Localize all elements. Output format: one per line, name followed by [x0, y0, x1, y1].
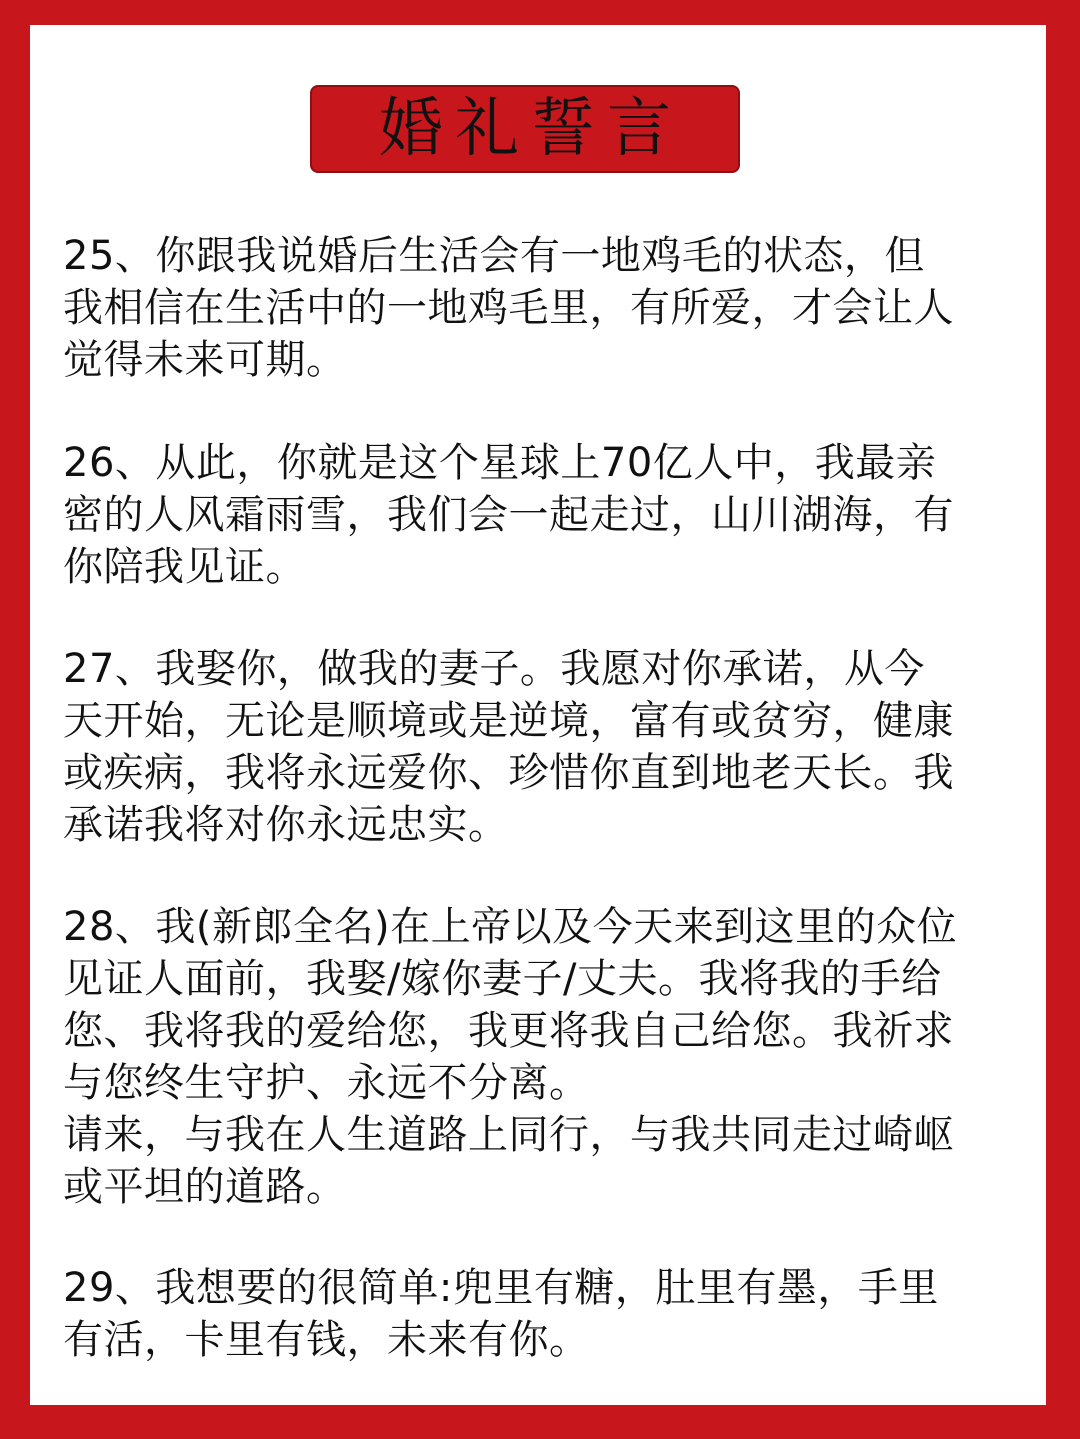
vow-line: 26、从此，你就是这个星球上70亿人中，我最亲	[63, 440, 937, 486]
vow-line: 或平坦的道路。	[63, 1164, 347, 1210]
page-title: 婚礼誓言	[379, 92, 683, 166]
vow-line: 觉得未来可期。	[63, 337, 347, 383]
vow-line: 承诺我将对你永远忠实。	[63, 802, 509, 848]
vow-line: 或疾病，我将永远爱你、珍惜你直到地老天长。我	[63, 750, 954, 796]
vow-line: 密的人风霜雨雪，我们会一起走过，山川湖海，有	[63, 492, 954, 538]
vow-line: 我相信在生活中的一地鸡毛里，有所爱，才会让人	[63, 285, 954, 331]
vow-line: 25、你跟我说婚后生活会有一地鸡毛的状态，但	[63, 233, 925, 279]
vow-line: 请来，与我在人生道路上同行，与我共同走过崎岖	[63, 1112, 954, 1158]
vow-line: 27、我娶你，做我的妻子。我愿对你承诺，从今	[63, 646, 925, 692]
vow-entry-29	[63, 1262, 1013, 1366]
vow-line: 您、我将我的爱给您，我更将我自己给您。我祈求	[63, 1008, 954, 1054]
vow-entry-26	[63, 437, 1013, 593]
vow-line: 28、我(新郎全名)在上帝以及今天来到这里的众位	[63, 904, 958, 950]
vow-line: 有活，卡里有钱，未来有你。	[63, 1317, 590, 1363]
vow-line: 天开始，无论是顺境或是逆境，富有或贫穷，健康	[63, 698, 954, 744]
vow-line: 你陪我见证。	[63, 544, 306, 590]
content-card	[30, 25, 1046, 1405]
vow-entry-27	[63, 643, 1013, 851]
vow-entry-28	[63, 901, 1013, 1213]
vow-line: 29、我想要的很简单:兜里有糖，肚里有墨，手里	[63, 1265, 939, 1311]
vow-entry-25	[63, 230, 1013, 386]
vow-line: 见证人面前，我娶/嫁你妻子/丈夫。我将我的手给	[63, 956, 942, 1002]
title-banner	[310, 85, 740, 173]
vow-line: 与您终生守护、永远不分离。	[63, 1060, 590, 1106]
